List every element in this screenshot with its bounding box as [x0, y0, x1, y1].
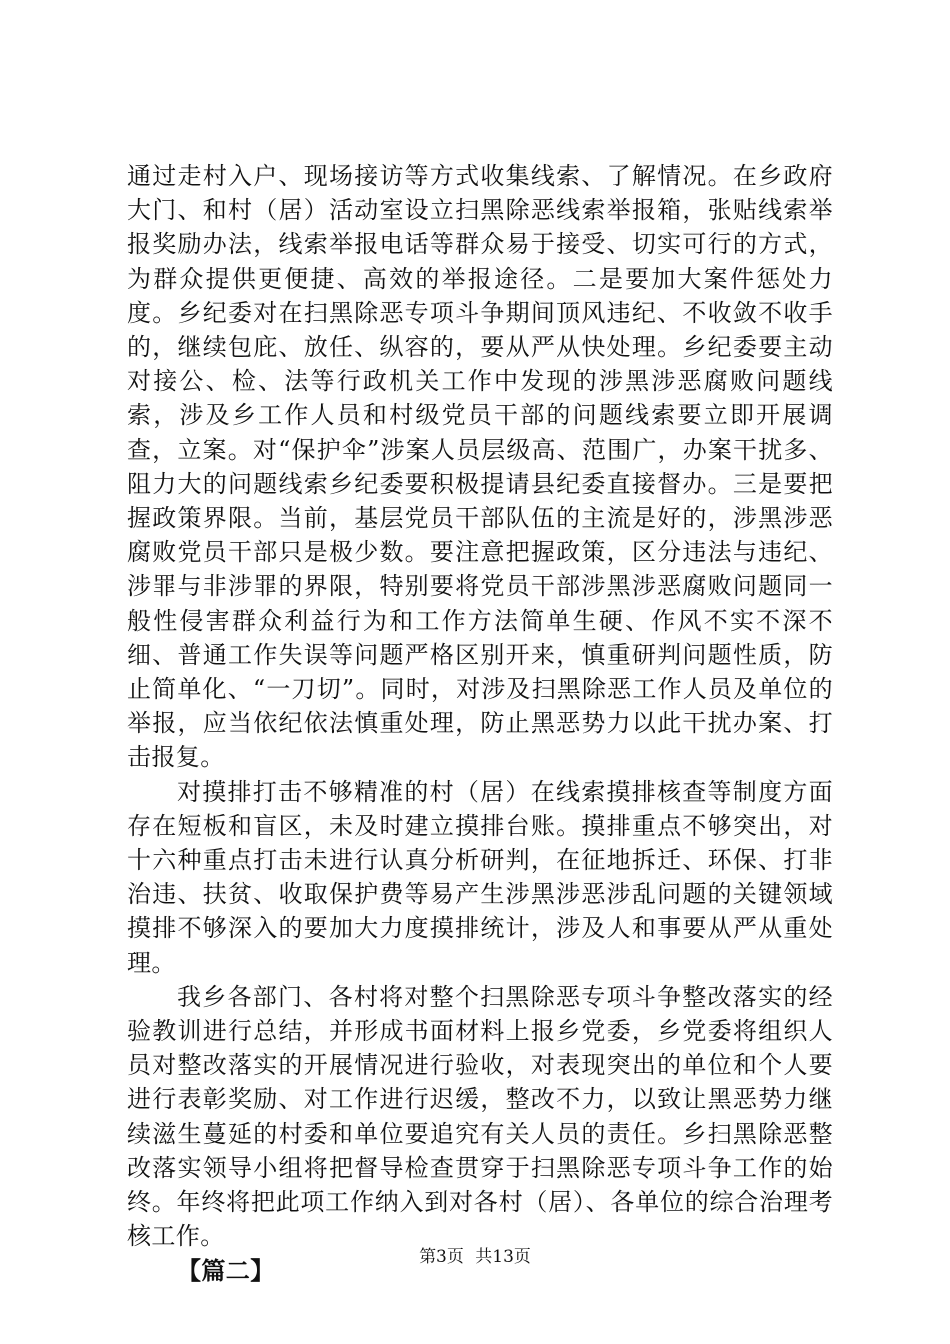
page-total: 共13页 [475, 1247, 531, 1267]
document-body [127, 159, 833, 1288]
body-paragraph-3: 我乡各部门、各村将对整个扫黑除恶专项斗争整改落实的经验教训进行总结，并形成书面材料上报乡党委，乡党委将组织人员对整改落实的开展情况进行验收，对表现突出的单位和个人要进行表彰奖励、对工作进行迟缓，整改不力，以致让黑恶势力继续滋生蔓延的村委和单位要追究有关人员的责任。乡扫黑除恶整改落实领导小组将把督导检查贯穿于扫黑除恶专项斗争工作的始终。年终将把此项工作纳入到对各村（居）、各单位的综合治理考核工作。 [127, 982, 833, 1251]
body-paragraph-2: 对摸排打击不够精准的村（居）在线索摸排核查等制度方面存在短板和盲区，未及时建立摸排台账。摸排重点不够突出，对十六种重点打击未进行认真分析研判，在征地拆迁、环保、打非治违、扶贫、收取保护费等易产生涉黑涉恶涉乱问题的关键领域摸排不够深入的要加大力度摸排统计，涉及人和事要从严从重处理。 [127, 777, 833, 977]
body-paragraph-1: 通过走村入户、现场接访等方式收集线索、了解情况。在乡政府大门、和村（居）活动室设立扫黑除恶线索举报箱，张贴线索举报奖励办法，线索举报电话等群众易于接受、切实可行的方式，为群众提供更便捷、高效的举报途径。二是要加大案件惩处力度。乡纪委对在扫黑除恶专项斗争期间顶风违纪、不收敛不收手的，继续包庇、放任、纵容的，要从严从快处理。乡纪委要主动对接公、检、法等行政机关工作中发现的涉黑涉恶腐败问题线索，涉及乡工作人员和村级党员干部的问题线索要立即开展调查，立案。对“保护伞”涉案人员层级高、范围广，办案干扰多、阻力大的问题线索乡纪委要积极提请县纪委直接督办。三是要把握政策界限。当前，基层党员干部队伍的主流是好的，涉黑涉恶腐败党员干部只是极少数。要注意把握政策，区分违法与违纪、涉罪与非涉罪的界限，特别要将党员干部涉黑涉恶腐败问题同一般性侵害群众利益行为和工作方法简单生硬、作风不实不深不细、普通工作失误等问题严格区别开来，慎重研判问题性质，防止简单化、“一刀切”。同时，对涉及扫黑除恶工作人员及单位的举报，应当依纪依法慎重处理，防止黑恶势力以此干扰办案、打击报复。 [127, 162, 833, 772]
page-number: 第3页 [419, 1247, 464, 1267]
page-footer [0, 1242, 950, 1267]
section-heading: 【篇二】 [177, 1255, 275, 1285]
